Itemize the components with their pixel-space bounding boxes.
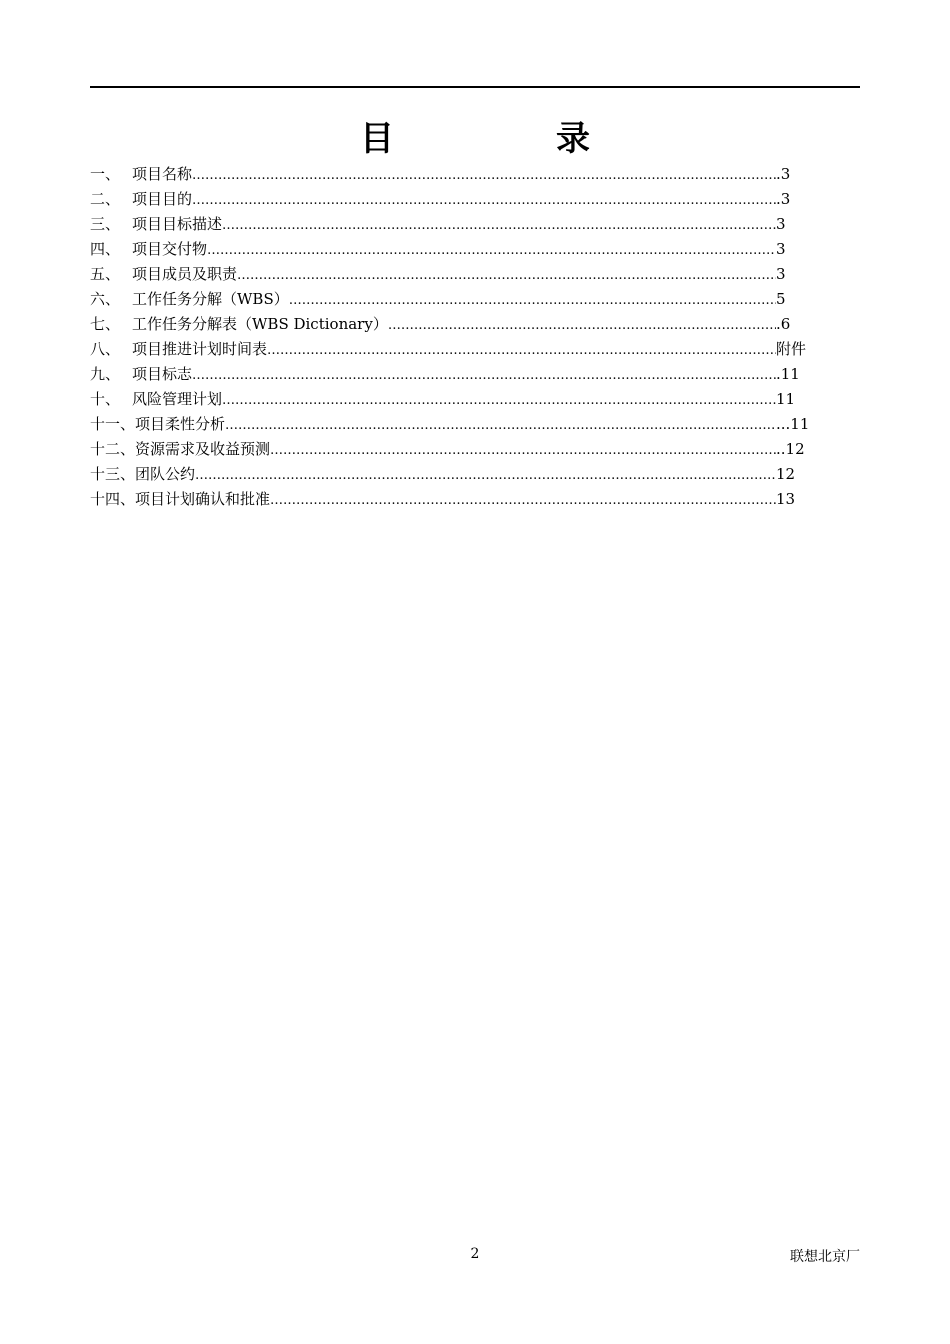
toc-entry-title: 项目柔性分析 <box>135 415 226 433</box>
toc-entry[interactable] <box>90 187 810 212</box>
toc-entry-title: 工作任务分解（WBS） <box>132 290 289 308</box>
toc-entry-title: 风险管理计划 <box>132 390 223 408</box>
toc-entry-title: 项目标志 <box>132 365 193 383</box>
toc-entry[interactable] <box>90 212 810 237</box>
toc-entry-page: .3 <box>776 190 791 208</box>
toc-entry-title: 项目目标描述 <box>132 215 223 233</box>
header-rule <box>90 86 860 88</box>
toc-leader-dots <box>388 313 776 338</box>
toc-entry[interactable] <box>90 287 810 312</box>
toc-entry-page: .11 <box>776 365 800 383</box>
toc-leader-dots <box>192 188 776 213</box>
toc-leader-dots <box>225 413 776 438</box>
toc-entry[interactable] <box>90 437 810 462</box>
toc-entry-number: 十、 <box>90 390 121 408</box>
toc-entry-number: 三、 <box>90 215 121 233</box>
toc-leader-dots <box>237 263 776 288</box>
toc-entry-number: 九、 <box>90 365 121 383</box>
toc-entry-title: 资源需求及收益预测 <box>135 440 271 458</box>
toc-leader-dots <box>195 463 776 488</box>
toc-entry-page: 3 <box>776 240 786 258</box>
toc-entry-page: ...11 <box>776 415 810 433</box>
toc-entry-number: 五、 <box>90 265 121 283</box>
toc-entry-number: 七、 <box>90 315 121 333</box>
toc-entry-page: .6 <box>776 315 791 333</box>
toc-entry-number: 八、 <box>90 340 121 358</box>
toc-entry[interactable] <box>90 362 810 387</box>
toc-entry-title: 工作任务分解表（WBS Dictionary） <box>132 315 388 333</box>
toc-leader-dots <box>270 438 776 463</box>
toc-entry-page: 5 <box>776 290 786 308</box>
toc-entry-title: 项目推进计划时间表 <box>132 340 268 358</box>
toc-entry-number: 十二、 <box>90 440 136 458</box>
toc-entry-number: 二、 <box>90 190 121 208</box>
toc-entry-page: 3 <box>776 215 786 233</box>
toc-entry-page: 11 <box>776 390 796 408</box>
toc-title: 目 录 <box>360 119 654 159</box>
toc-entry[interactable] <box>90 462 810 487</box>
toc-entry[interactable] <box>90 162 810 187</box>
toc-leader-dots <box>270 488 776 513</box>
toc-entry-number: 六、 <box>90 290 121 308</box>
toc-entry-page: .3 <box>776 165 791 183</box>
toc-entry-page: 附件 <box>776 340 807 358</box>
toc-entry-number: 十一、 <box>90 415 136 433</box>
toc-entry-page: 3 <box>776 265 786 283</box>
toc-entry-title: 项目计划确认和批准 <box>135 490 271 508</box>
toc-entry-title: 团队公约 <box>135 465 196 483</box>
toc-leader-dots <box>192 363 776 388</box>
toc-entry-title: 项目交付物 <box>132 240 208 258</box>
toc-entry-page: 12 <box>776 465 796 483</box>
toc-entry[interactable] <box>90 337 810 362</box>
toc-entry-page: 13 <box>776 490 796 508</box>
toc-entry-title: 项目成员及职责 <box>132 265 238 283</box>
toc-entry[interactable] <box>90 387 810 412</box>
toc-entry-number: 十三、 <box>90 465 136 483</box>
toc-entry-number: 一、 <box>90 165 121 183</box>
toc-list <box>90 162 810 512</box>
toc-entry[interactable] <box>90 412 810 437</box>
toc-entry[interactable] <box>90 312 810 337</box>
toc-leader-dots <box>289 288 776 313</box>
toc-leader-dots <box>222 388 776 413</box>
toc-entry[interactable] <box>90 262 810 287</box>
toc-leader-dots <box>267 338 776 363</box>
toc-entry[interactable] <box>90 237 810 262</box>
toc-entry-number: 十四、 <box>90 490 136 508</box>
toc-leader-dots <box>192 163 776 188</box>
toc-entry[interactable] <box>90 487 810 512</box>
toc-entry-number: 四、 <box>90 240 121 258</box>
toc-entry-title: 项目目的 <box>132 190 193 208</box>
toc-leader-dots <box>207 238 776 263</box>
toc-entry-page: ..12 <box>776 440 805 458</box>
footer-company: 联想北京厂 <box>790 1249 860 1265</box>
toc-entry-title: 项目名称 <box>132 165 193 183</box>
footer-page-number: 2 <box>470 1246 480 1262</box>
toc-leader-dots <box>222 213 776 238</box>
